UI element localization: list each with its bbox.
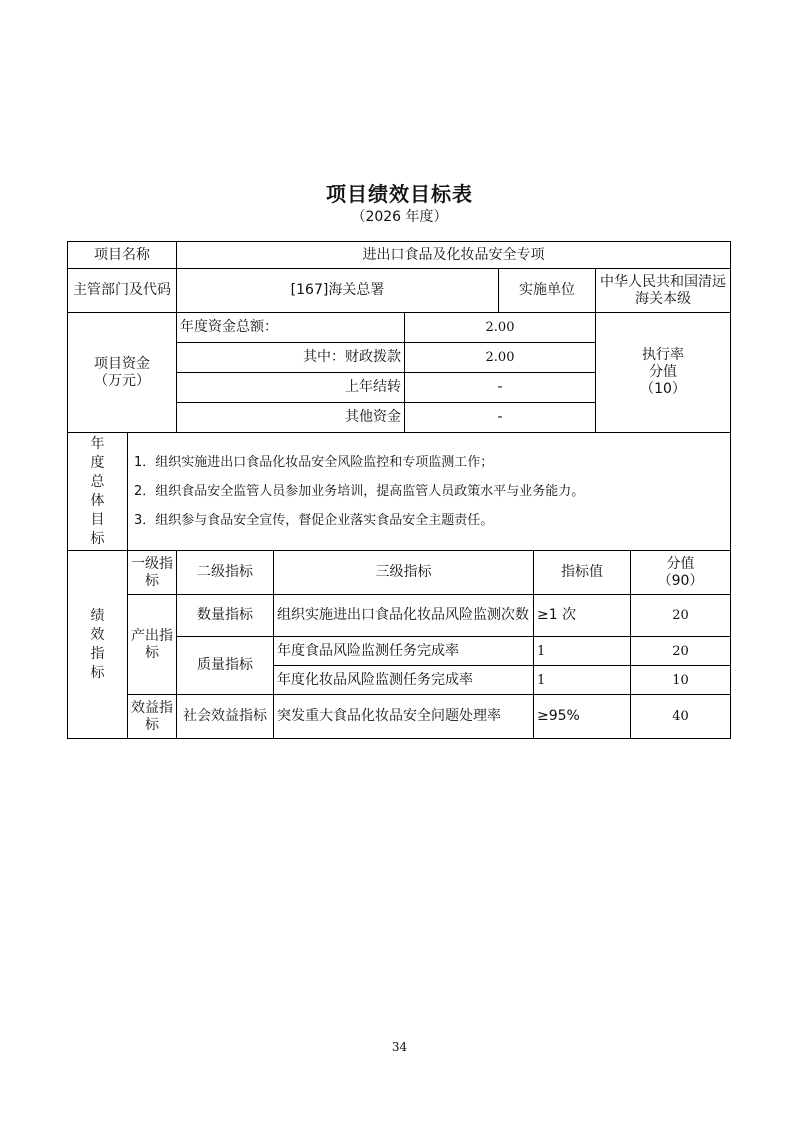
indicator-score: 10: [631, 666, 731, 695]
benefit-indicator-label: 效益指标: [128, 695, 177, 739]
funds-score-line1: 执行率: [642, 347, 684, 363]
funds-total-label: 年度资金总额：: [177, 313, 405, 343]
indicators-label-char: 绩: [90, 607, 105, 624]
indicator-score: 20: [631, 637, 731, 666]
form-subtitle: （2026 年度）: [351, 209, 448, 225]
project-name-label: 项目名称: [68, 242, 177, 269]
funds-label: [68, 313, 177, 433]
unit-label: 实施单位: [499, 269, 596, 313]
funds-total-value: 2.00: [405, 313, 596, 343]
goal-item: 2．组织食品安全监管人员参加业务培训，提高监管人员政策水平与业务能力。: [134, 484, 585, 499]
funds-score-line3: （10）: [640, 381, 686, 397]
funds-other-label: 其他资金: [177, 403, 405, 433]
dept-value: [167]海关总署: [177, 269, 499, 313]
goals-label-char: 年: [90, 435, 105, 452]
goals-label-char: 标: [90, 530, 105, 547]
indicator-score: 40: [631, 695, 731, 739]
performance-goal-table: [67, 241, 731, 739]
goals-label-char: 度: [90, 454, 105, 471]
funds-label-line1: 项目资金: [94, 355, 150, 372]
funds-other-value: -: [405, 403, 596, 433]
indicator-level3: 年度食品风险监测任务完成率: [274, 637, 534, 666]
funds-label-line2: （万元）: [94, 372, 150, 389]
header-score: [631, 551, 731, 595]
indicator-score: 20: [631, 595, 731, 637]
indicators-label: [68, 551, 128, 739]
indicator-value: 1: [534, 666, 631, 695]
goal-item: 1．组织实施进出口食品化妆品安全风险监控和专项监测工作；: [134, 455, 494, 470]
funds-carryover-label: 上年结转: [177, 373, 405, 403]
goals-label-char: 目: [90, 511, 105, 528]
social-benefit-indicator-label: 社会效益指标: [177, 695, 274, 739]
form-title: 项目绩效目标表: [326, 182, 473, 206]
funds-fiscal-value: 2.00: [405, 343, 596, 373]
header-level1: 一级指标: [128, 551, 177, 595]
indicator-value: ≥1 次: [534, 595, 631, 637]
output-indicator-label: 产出指标: [128, 595, 177, 695]
indicator-level3: 突发重大食品化妆品安全问题处理率: [274, 695, 534, 739]
goals-content: [128, 433, 731, 551]
indicators-label-char: 指: [90, 645, 105, 662]
header-level2: 二级指标: [177, 551, 274, 595]
goal-item: 3．组织参与食品安全宣传，督促企业落实食品安全主题责任。: [134, 513, 494, 528]
header-score-line1: 分值: [666, 555, 695, 572]
page-number: 34: [391, 1040, 408, 1054]
indicator-level3: 组织实施进出口食品化妆品风险监测次数: [274, 595, 534, 637]
quality-indicator-label: 质量指标: [177, 637, 274, 695]
indicator-value: 1: [534, 637, 631, 666]
project-name-value: 进出口食品及化妆品安全专项: [177, 242, 731, 269]
goals-label: [68, 433, 128, 551]
funds-score-line2: 分值: [649, 364, 677, 380]
unit-value: 中华人民共和国清远海关本级: [596, 269, 731, 313]
goals-label-char: 总: [90, 473, 105, 490]
indicator-value: ≥95%: [534, 695, 631, 739]
header-value: 指标值: [534, 551, 631, 595]
funds-fiscal-label: 其中：财政拨款: [177, 343, 405, 373]
goals-label-char: 体: [90, 492, 105, 509]
header-score-line2: （90）: [657, 572, 704, 589]
funds-score-cell: [596, 313, 731, 433]
funds-carryover-value: -: [405, 373, 596, 403]
indicator-level3: 年度化妆品风险监测任务完成率: [274, 666, 534, 695]
dept-label: 主管部门及代码: [68, 269, 177, 313]
indicators-label-char: 标: [90, 664, 105, 681]
indicators-label-char: 效: [90, 626, 105, 643]
header-level3: 三级指标: [274, 551, 534, 595]
quantity-indicator-label: 数量指标: [177, 595, 274, 637]
